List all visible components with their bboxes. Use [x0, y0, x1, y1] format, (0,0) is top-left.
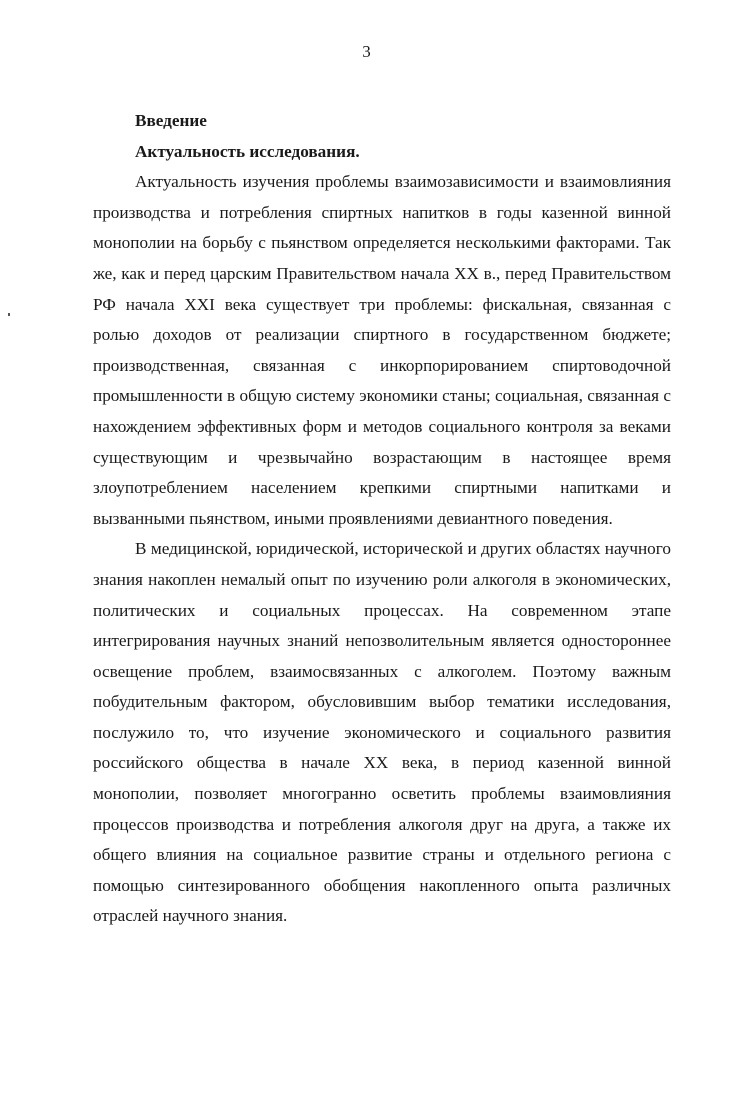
- page-number: 3: [362, 42, 371, 61]
- subsection-heading-relevance: Актуальность исследования.: [135, 141, 360, 161]
- scan-artifact-mark: [8, 313, 10, 316]
- section-heading-introduction: Введение: [135, 111, 207, 130]
- body-paragraph: В медицинской, юридической, исторической и других областях научного знания накоплен немалый опыт по изучению роли алкоголя в экономических, политических и социальных процессах. На современном этапе интегрирования научных знаний непозволительным является одностороннее освещение проблем, взаимосвязанных с алкоголем. Поэтому важным побудительным фактором, обусловившим выбор тематики исследования, послужило то, что изучение экономического и социального развития российского общества в начале XX века, в период казенной винной монополии, позволяет многогранно осветить проблемы взаимовлияния процессов производства и потребления алкоголя друг на друга, а также их общего влияния на социальное развитие страны и отдельного региона с помощью синтезированного обобщения накопленного опыта различных отраслей научного знания.: [93, 539, 671, 926]
- page-content: [93, 106, 671, 932]
- body-paragraph: Актуальность изучения проблемы взаимозависимости и взаимовлияния производства и потребления спиртных напитков в годы казенной винной монополии на борьбу с пьянством определяется несколькими факторами. Так же, как и перед царским Правительством начала XX в., перед Правительством РФ начала XXI века существует три проблемы: фискальная, связанная с ролью доходов от реализации спиртного в государственном бюджете; производственная, связанная с инкорпорированием спиртоводочной промышленности в общую систему экономики станы; социальная, связанная с нахождением эффективных форм и методов социального контроля за веками существующим и чрезвычайно возрастающим в настоящее время злоупотреблением населением крепкими спиртными напитками и вызванными пьянством, иными проявлениями девиантного поведения.: [93, 172, 671, 528]
